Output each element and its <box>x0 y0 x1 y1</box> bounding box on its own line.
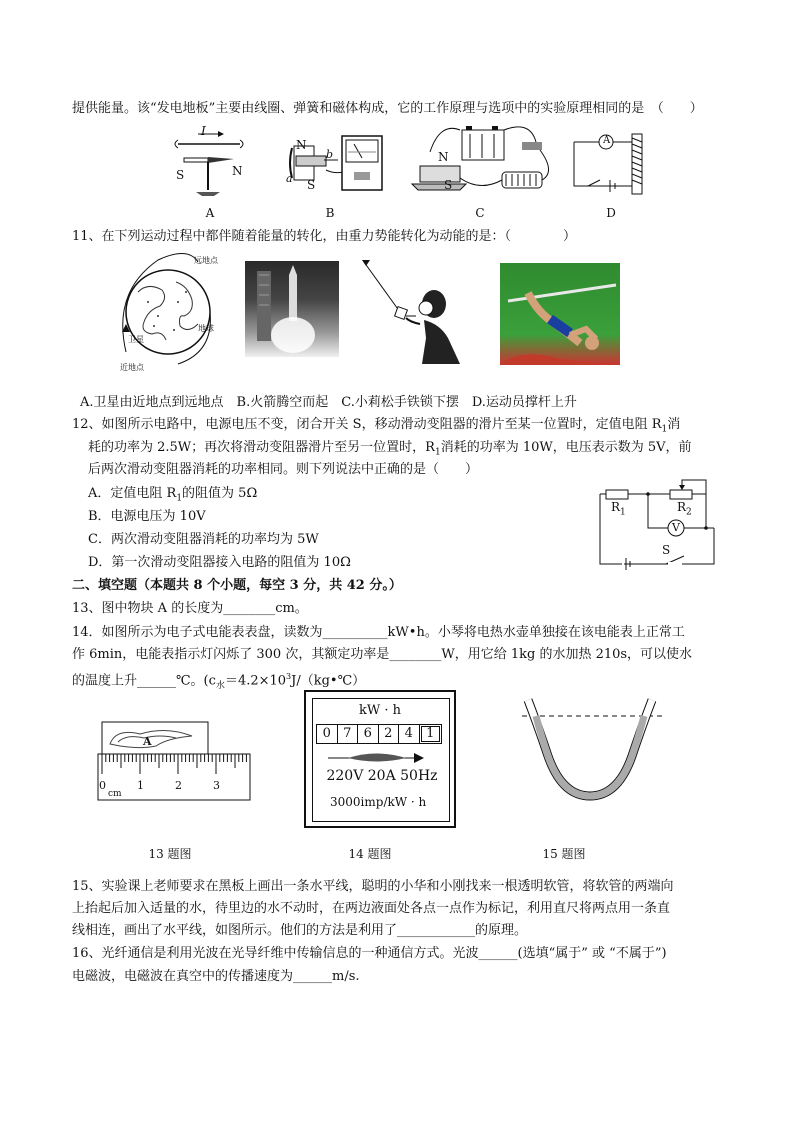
meter-digit: 4 <box>399 724 420 744</box>
meter-indicator-arrow <box>326 751 426 765</box>
meter-unit: kW · h <box>358 703 401 718</box>
fig-d-ammeter: A <box>603 135 611 146</box>
option-label-b: B <box>325 206 335 220</box>
satellite-orbit-figure <box>118 252 228 372</box>
q16-line1: 16、光纤通信是利用光波在光导纤维中传输信息的一种通信方式。光波______(选填“属于” 或 “不属于”) <box>72 946 667 961</box>
q12-circuit-diagram <box>596 476 720 568</box>
q15-line3: 线相连，画出了水平线，如图所示。他们的方法是利用了____________的原理。 <box>72 923 528 938</box>
fig-a-current: I <box>201 124 206 138</box>
caption-13: 13 题图 <box>148 847 192 861</box>
q12-line3: 后两次滑动变阻器消耗的功率相同。则下列说法中正确的是（ ） <box>88 462 479 477</box>
fig-c-n: N <box>438 150 449 164</box>
fig-a-s: S <box>176 168 185 182</box>
fig-a-oersted <box>170 122 250 202</box>
option-label-c: C <box>475 206 485 220</box>
q12-option-b: B．电源电压为 10V <box>88 509 206 524</box>
section-2-heading: 二、填空题（本题共 8 个小题，每空 3 分，共 42 分。） <box>72 578 402 593</box>
q14-line2: 作 6min，电能表指示灯闪烁了 300 次，其额定功率是________W，用它给 1kg 的水加热 210s，可以使水 <box>72 647 693 662</box>
meter-digit-decimal: 1 <box>421 726 441 742</box>
fig-b-a: a <box>286 172 293 185</box>
q11-options: A.卫星由近地点到远地点 B.火箭腾空而起 C.小莉松手铁锁下摆 D.运动员撑杆上升 <box>80 395 577 410</box>
meter-digits <box>316 724 442 744</box>
ruler-tick-3: 3 <box>213 779 220 792</box>
ruler-tick-1: 1 <box>137 779 144 792</box>
voltmeter-label: V <box>672 521 680 534</box>
label-r2: $R_2$ <box>677 500 692 518</box>
fig-d-electromagnet <box>570 126 660 198</box>
q15-line2: 上抬起后加入适量的水，待里边的水不动时，在两边液面处各点一点作为标记，利用直尺将两点用一条直 <box>72 901 671 916</box>
caption-15: 15 题图 <box>542 847 586 861</box>
meter-digit: 2 <box>379 724 400 744</box>
meter-imp: 3000imp/kW · h <box>330 795 427 809</box>
caption-14: 14 题图 <box>348 847 392 861</box>
u-tube-figure <box>516 696 666 806</box>
q12-option-a: A．定值电阻 $R_1$的阻值为 5Ω <box>88 486 258 504</box>
q15-line1: 15、实验课上老师要求在黑板上画出一条水平线，聪明的小华和小刚找来一根透明软管，将软管的两端向 <box>72 879 674 894</box>
ruler-block-label: A <box>143 735 152 748</box>
option-label-d: D <box>606 206 616 220</box>
pole-vault-photo <box>500 263 620 365</box>
fig-b-n: N <box>296 138 307 152</box>
q12-line1: 12、如图所示电路中，电源电压不变，闭合开关 S，移动滑动变阻器的滑片至某一位置时，定值电阻 $R_1$消 <box>72 417 681 435</box>
q10-text: 提供能量。该“发电地板”主要由线圈、弹簧和磁体构成，它的工作原理与选项中的实验原理相同的是 （ ） <box>72 101 703 116</box>
fig-c-s: S <box>444 178 453 192</box>
fig-b-s: S <box>307 178 316 192</box>
label-earth: 地球 <box>198 324 214 333</box>
label-satellite: 卫星 <box>128 335 144 344</box>
rocket-launch-photo <box>245 261 339 357</box>
q13-text: 13、图中物块 A 的长度为________cm。 <box>72 601 308 616</box>
option-label-a: A <box>205 206 215 220</box>
ruler-unit: cm <box>108 789 122 799</box>
q12-option-c: C．两次滑动变阻器消耗的功率均为 5W <box>88 532 319 547</box>
q14-line3: 的温度上升______℃。($c_水=4.2\times 10^3J/(kg•℃)$ <box>72 672 366 691</box>
switch-label: S <box>662 543 671 557</box>
meter-digit: 0 <box>316 724 338 744</box>
label-far-point: 远地点 <box>194 256 218 265</box>
q11-stem: 11、在下列运动过程中都伴随着能量的转化，由重力势能转化为动能的是：（ ） <box>72 229 577 244</box>
ruler-tick-0: 0 <box>99 779 106 792</box>
q16-line2: 电磁波，电磁波在真空中的传播速度为______m/s. <box>72 969 360 984</box>
meter-digit: 6 <box>358 724 379 744</box>
label-r1: $R_1$ <box>611 500 626 518</box>
meter-spec: 220V 20A 50Hz <box>326 768 438 784</box>
label-near-point: 近地点 <box>120 363 144 372</box>
q14-line1: 14．如图所示为电子式电能表表盘，读数为__________kW•h。小琴将电热水壶单独接在该电能表上正常工 <box>72 625 685 640</box>
q12-option-d: D．第一次滑动变阻器接入电路的阻值为 10Ω <box>88 555 351 570</box>
ruler-tick-2: 2 <box>175 779 182 792</box>
pendulum-girl-figure <box>360 258 470 368</box>
meter-digit: 7 <box>338 724 359 744</box>
q12-line2: 耗的功率为 2.5W；再次将滑动变阻器滑片至另一位置时，$R_1$消耗的功率为 10W，电压表示数为 5V，前 <box>88 440 692 458</box>
fig-a-n: N <box>232 164 243 178</box>
fig-c-motor <box>410 122 560 202</box>
fig-b-b: b <box>326 148 334 161</box>
